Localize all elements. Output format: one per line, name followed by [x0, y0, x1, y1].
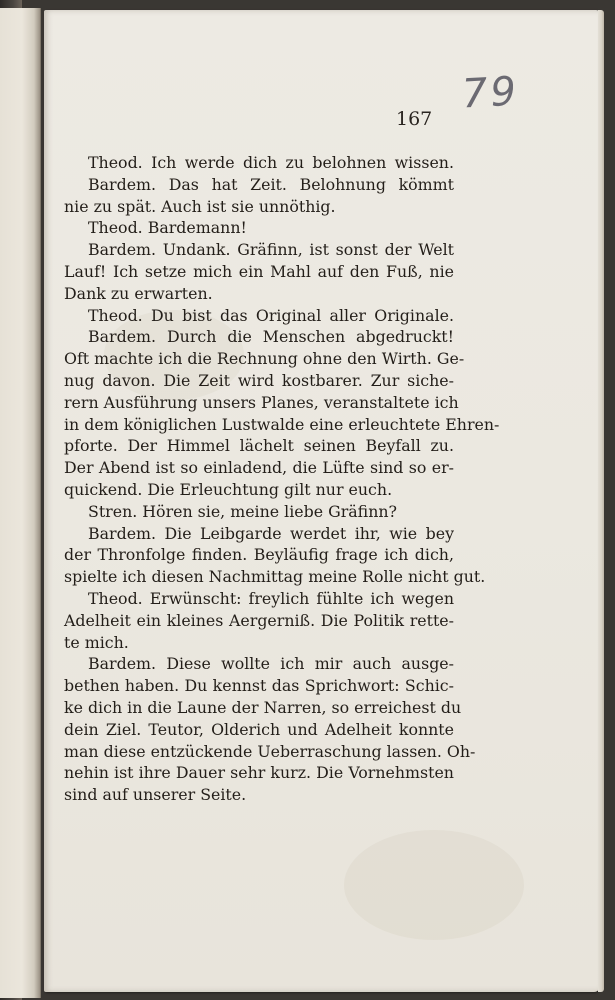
book-page [44, 10, 600, 992]
page-number: 167 [396, 108, 433, 130]
text-line: bethen haben. Du kennst das Sprichwort: Schic- [64, 676, 454, 696]
text-line: rern Ausführung unsers Planes, veranstaltete ich [64, 392, 459, 412]
text-line: Theod. Ich werde dich zu belohnen wissen. [88, 153, 454, 172]
text-line: nie zu spät. Auch ist sie unnöthig. [64, 196, 336, 216]
text-line: Bardem. Die Leibgarde werdet ihr, wie bey [88, 523, 454, 543]
text-line: spielte ich diesen Nachmittag meine Rolle nicht gut. [64, 567, 486, 587]
text-line: te mich. [64, 632, 129, 652]
text-line: nug davon. Die Zeit wird kostbarer. Zur siche- [64, 370, 454, 390]
text-line: Adelheit ein kleines Aergerniß. Die Politik rette- [64, 610, 454, 630]
text-line: Theod. Bardemann! [88, 218, 247, 238]
text-line: nehin ist ihre Dauer sehr kurz. Die Vornehmsten [64, 763, 454, 783]
previous-page-edge [0, 8, 41, 998]
text-line: Theod. Du bist das Original aller Originale. [88, 305, 454, 325]
page-text [64, 152, 500, 806]
text-line: Bardem. Durch die Menschen abgedruckt! [88, 327, 454, 347]
text-line: Oft machte ich die Rechnung ohne den Wirth. Ge- [64, 349, 465, 369]
text-line: Bardem. Undank. Gräfinn, ist sonst der Welt [88, 240, 454, 260]
text-line: Dank zu erwarten. [64, 283, 213, 303]
text-line: in dem königlichen Lustwalde eine erleuchtete Ehren- [64, 414, 500, 434]
text-line: pforte. Der Himmel lächelt seinen Beyfall zu. [64, 436, 454, 456]
text-line: dein Ziel. Teutor, Olderich und Adelheit konnte [64, 719, 454, 739]
text-line: Der Abend ist so einladend, die Lüfte sind so er- [64, 458, 454, 478]
text-line: ke dich in die Laune der Narren, so erreichest du [64, 697, 462, 717]
archive-folio-number: 79 [460, 68, 521, 118]
text-line: quickend. Die Erleuchtung gilt nur euch. [64, 479, 393, 499]
page-edge [598, 10, 604, 992]
text-line: Bardem. Diese wollte ich mir auch ausge- [88, 654, 454, 674]
text-line: Stren. Hören sie, meine liebe Gräfinn? [88, 501, 398, 521]
text-line: sind auf unserer Seite. [64, 785, 247, 805]
paper-stain [344, 830, 524, 940]
text-line: Theod. Erwünscht: freylich fühlte ich wegen [88, 588, 454, 608]
text-line: der Thronfolge finden. Beyläufig frage ich dich, [64, 545, 454, 565]
text-line: Bardem. Das hat Zeit. Belohnung kömmt [88, 174, 454, 194]
text-line: man diese entzückende Ueberraschung lassen. Oh- [64, 741, 476, 761]
text-line: Lauf! Ich setze mich ein Mahl auf den Fuß, nie [64, 261, 454, 281]
